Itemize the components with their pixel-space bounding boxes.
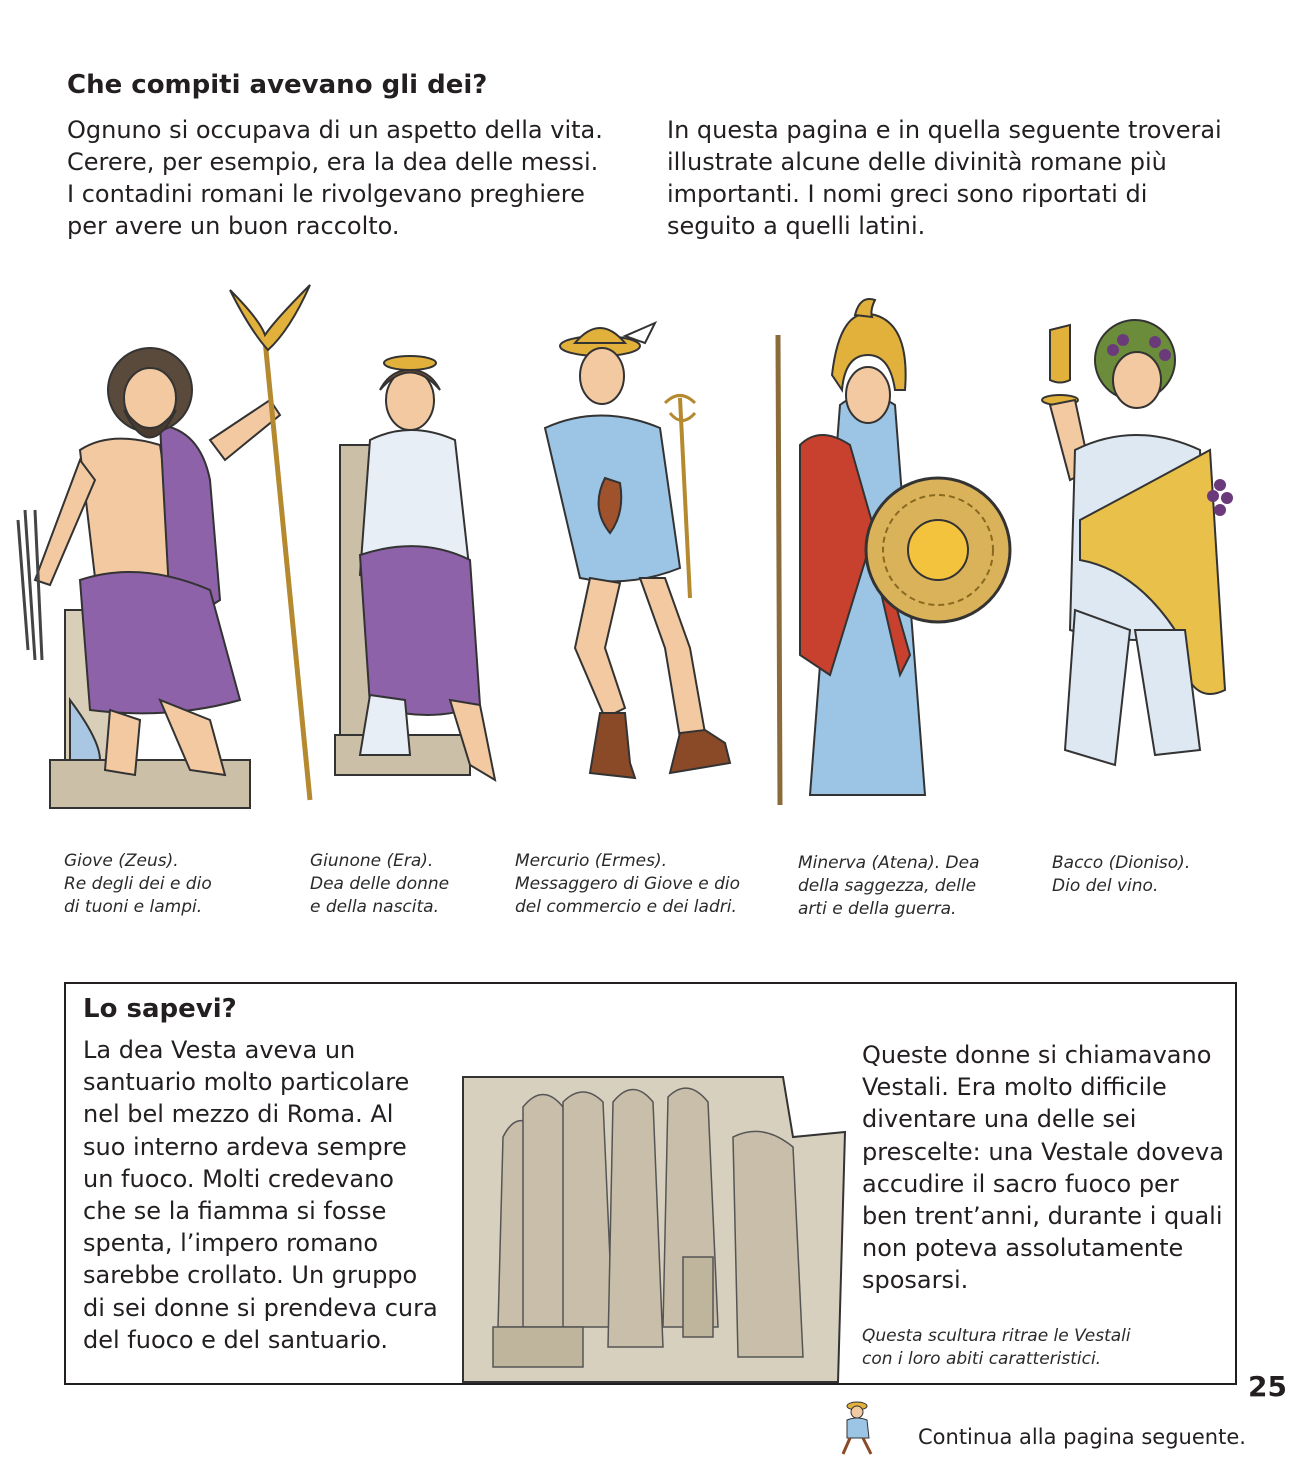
mercury-figure bbox=[530, 318, 740, 788]
box-image-caption: Questa scultura ritrae le Vestali con i loro abiti caratteristici. bbox=[862, 1326, 1131, 1369]
jupiter-figure bbox=[10, 280, 310, 810]
minerva-figure bbox=[760, 295, 1020, 810]
intro-right: In questa pagina e in quella seguente troverai illustrate alcune delle divinità romane più importanti. I nomi greci sono riportati di seguito a quelli latini. bbox=[667, 116, 1222, 240]
caption-mercury: Mercurio (Ermes). Messaggero di Giove e dio del commercio e dei ladri. bbox=[515, 851, 741, 917]
intro-left: Ognuno si occupava di un aspetto della vita. Cerere, per esempio, era la dea delle messi. I contadini romani le rivolgevano preghiere per avere un buon raccolto. bbox=[67, 116, 603, 240]
box-right-text: Queste donne si chiamavano Vestali. Era molto difficile diventare una delle sei prescelte: una Vestale doveva accudire il sacro fuoco per ben trent’anni, durante i quali non poteva assolutamente sposarsi. bbox=[862, 1041, 1224, 1295]
caption-juno: Giunone (Era). Dea delle donne e della nascita. bbox=[310, 851, 450, 917]
page-heading: Che compiti avevano gli dei? bbox=[67, 70, 488, 100]
bacchus-figure bbox=[1035, 310, 1265, 795]
caption-bacchus: Bacco (Dioniso). Dio del vino. bbox=[1052, 853, 1191, 896]
vestal-relief-image bbox=[463, 1077, 845, 1382]
mercury-runner-icon bbox=[835, 1398, 880, 1458]
box-left-text: La dea Vesta aveva un santuario molto particolare nel bel mezzo di Roma. Al suo interno ardeva sempre un fuoco. Molti credevano che se la fiamma si fosse spenta, l’impero romano sarebbe crollato. Un gruppo di sei donne si prendeva cura del fuoco e del santuario. bbox=[83, 1036, 438, 1354]
page-number: 25 bbox=[1248, 1370, 1287, 1403]
box-title: Lo sapevi? bbox=[83, 994, 237, 1024]
continue-note: Continua alla pagina seguente. bbox=[918, 1425, 1246, 1449]
caption-jupiter: Giove (Zeus). Re degli dei e dio di tuoni e lampi. bbox=[64, 851, 212, 917]
caption-minerva: Minerva (Atena). Dea della saggezza, delle arti e della guerra. bbox=[798, 853, 980, 919]
juno-figure bbox=[330, 355, 505, 795]
